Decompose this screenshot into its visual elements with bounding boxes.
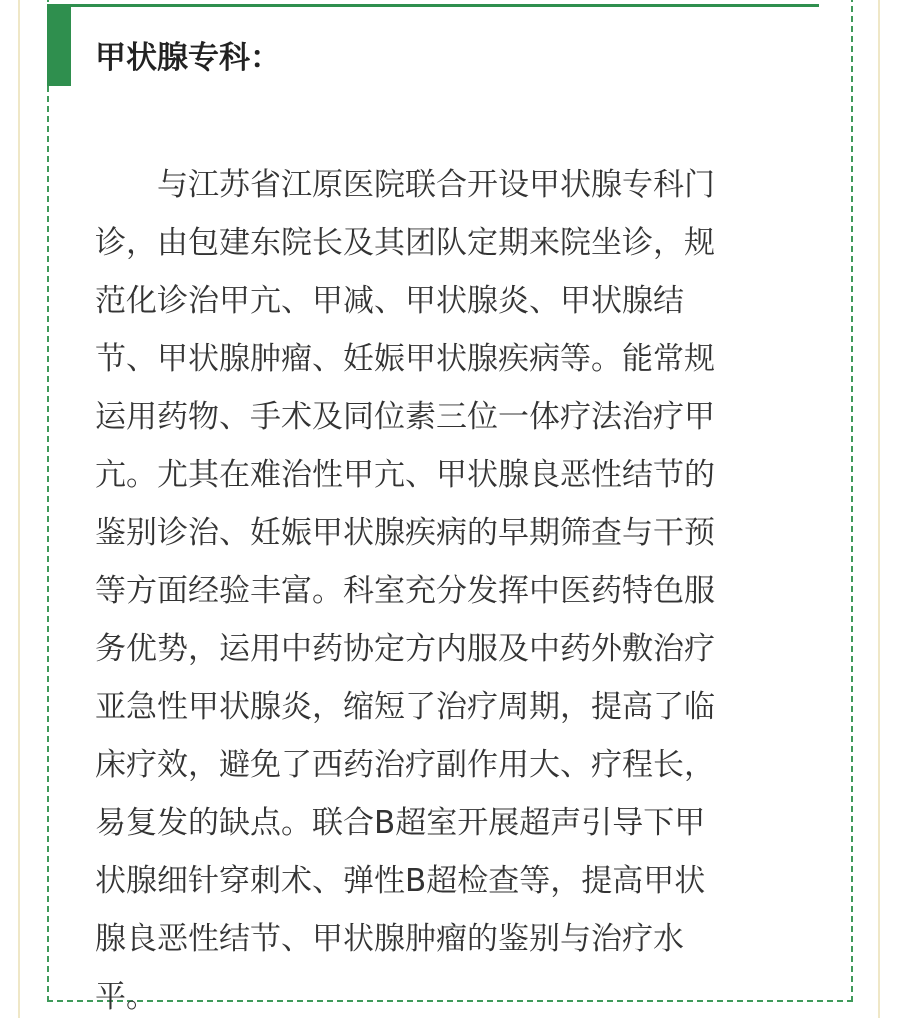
body-line: 鉴别诊治、妊娠甲状腺疾病的早期筛查与干预 bbox=[95, 515, 715, 551]
section-title: 甲状腺专科： bbox=[95, 40, 281, 76]
body-line: 易复发的缺点。联合B超室开展超声引导下甲 bbox=[95, 805, 706, 841]
body-line: 亢。尤其在难治性甲亢、甲状腺良恶性结节的 bbox=[95, 457, 715, 493]
body-line: 状腺细针穿刺术、弹性B超检查等，提高甲状 bbox=[95, 863, 706, 899]
body-line: 节、甲状腺肿瘤、妊娠甲状腺疾病等。能常规 bbox=[95, 341, 715, 377]
body-line: 运用药物、手术及同位素三位一体疗法治疗甲 bbox=[95, 399, 715, 435]
body-line: 腺良恶性结节、甲状腺肿瘤的鉴别与治疗水 bbox=[95, 921, 684, 957]
top-rule bbox=[47, 4, 819, 7]
body-line: 等方面经验丰富。科室充分发挥中医药特色服 bbox=[95, 573, 715, 609]
body-line: 床疗效，避免了西药治疗副作用大、疗程长， bbox=[95, 747, 715, 783]
body-line: 范化诊治甲亢、甲减、甲状腺炎、甲状腺结 bbox=[95, 283, 684, 319]
body-line: 与江苏省江原医院联合开设甲状腺专科门 bbox=[95, 167, 715, 203]
body-line: 诊，由包建东院长及其团队定期来院坐诊，规 bbox=[95, 225, 715, 261]
body-line: 亚急性甲状腺炎，缩短了治疗周期，提高了临 bbox=[95, 689, 715, 725]
body-line: 平。 bbox=[95, 979, 157, 1015]
body-paragraph bbox=[95, 156, 795, 1026]
body-line: 务优势，运用中药协定方内服及中药外敷治疗 bbox=[95, 631, 715, 667]
title-accent-bar bbox=[47, 4, 71, 86]
